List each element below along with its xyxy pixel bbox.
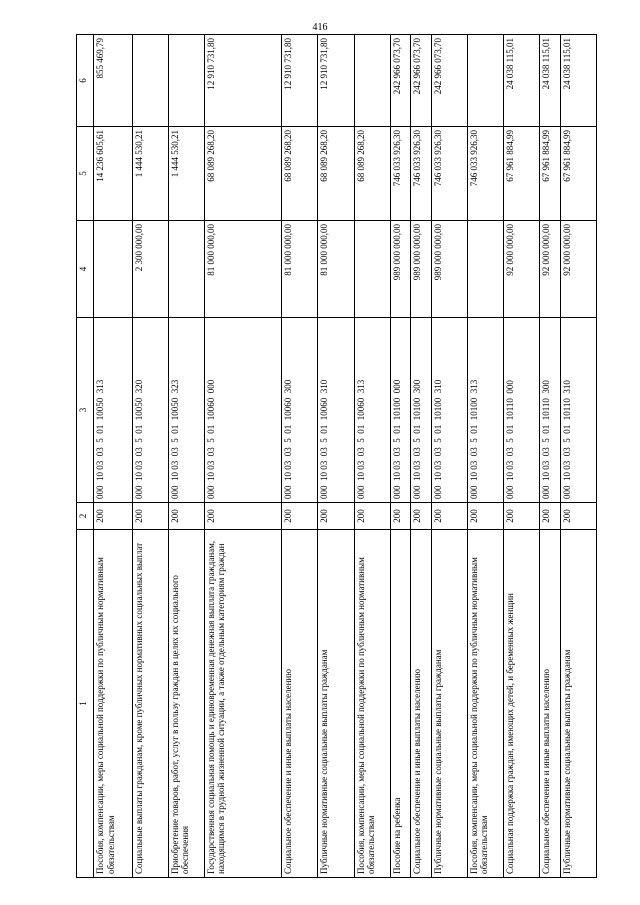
row-code-cell: 000 10 03 03 5 01 10100 300 — [411, 318, 432, 503]
row-col5-cell: 67 961 884,99 — [560, 127, 596, 221]
row-col4-cell — [168, 221, 204, 318]
table-row — [132, 35, 168, 878]
row-col4-cell — [468, 221, 504, 318]
row-code-cell: 000 10 03 03 5 01 10100 000 — [390, 318, 411, 503]
row-col2-cell: 200 — [168, 503, 204, 530]
table-row — [540, 35, 561, 878]
table-row — [94, 35, 133, 878]
row-code-cell: 000 10 03 03 5 01 10060 310 — [318, 318, 354, 503]
table-row — [318, 35, 354, 878]
table-row — [431, 35, 467, 878]
row-col2-cell: 200 — [468, 503, 504, 530]
table-row — [354, 35, 390, 878]
row-code-cell: 000 10 03 03 5 01 10100 313 — [468, 318, 504, 503]
row-col6-cell: 242 966 073,70 — [431, 35, 467, 127]
row-col4-cell: 81 000 000,00 — [282, 221, 318, 318]
row-code-cell: 000 10 03 03 5 01 10050 323 — [168, 318, 204, 503]
row-col6-cell: 24 038 115,01 — [504, 35, 540, 127]
row-col2-cell: 200 — [132, 503, 168, 530]
row-col5-cell: 746 033 926,30 — [411, 127, 432, 221]
row-name-cell: Пособие на ребенка — [390, 530, 411, 878]
row-name-cell: Пособия, компенсации, меры социальной поддержки по публичным нормативным обязательствам — [468, 530, 504, 878]
row-col5-cell: 746 033 926,30 — [431, 127, 467, 221]
row-col4-cell: 92 000 000,00 — [560, 221, 596, 318]
row-name-cell: Пособия, компенсации, меры социальной поддержки по публичным нормативным обязательствам — [354, 530, 390, 878]
table-row — [168, 35, 204, 878]
row-name-cell: Публичные нормативные социальные выплаты гражданам — [560, 530, 596, 878]
row-name-cell: Публичные нормативные социальные выплаты гражданам — [431, 530, 467, 878]
row-name-cell: Государственная социальная помощь и единовременная денежная выплата гражданам, находящимся в трудной жизненной ситуации, а также отдельным категориям граждан — [205, 530, 282, 878]
row-col2-cell: 200 — [94, 503, 133, 530]
rotated-table-wrapper — [76, 35, 597, 878]
row-name-cell: Социальные выплаты гражданам, кроме публичных нормативных социальных выплат — [132, 530, 168, 878]
table-row — [205, 35, 282, 878]
row-code-cell: 000 10 03 03 5 01 10050 313 — [94, 318, 133, 503]
row-name-cell: Социальное обеспечение и иные выплаты населению — [411, 530, 432, 878]
row-col2-cell: 200 — [390, 503, 411, 530]
row-col5-cell: 746 033 926,30 — [390, 127, 411, 221]
row-col5-cell: 67 961 884,99 — [504, 127, 540, 221]
row-col6-cell — [168, 35, 204, 127]
row-col6-cell: 855 469,79 — [94, 35, 133, 127]
row-col4-cell — [354, 221, 390, 318]
table-row — [411, 35, 432, 878]
row-col2-cell: 200 — [205, 503, 282, 530]
row-col5-cell: 67 961 884,99 — [540, 127, 561, 221]
row-code-cell: 000 10 03 03 5 01 10060 300 — [282, 318, 318, 503]
row-col6-cell — [132, 35, 168, 127]
header-cell-3: 3 — [77, 318, 94, 503]
row-col6-cell: 242 966 073,70 — [390, 35, 411, 127]
table-row — [504, 35, 540, 878]
row-col2-cell: 200 — [282, 503, 318, 530]
row-col6-cell: 12 910 731,80 — [282, 35, 318, 127]
row-code-cell: 000 10 03 03 5 01 10110 310 — [560, 318, 596, 503]
row-code-cell: 000 10 03 03 5 01 10060 313 — [354, 318, 390, 503]
row-col2-cell: 200 — [431, 503, 467, 530]
table-row — [468, 35, 504, 878]
row-col6-cell: 242 966 073,70 — [411, 35, 432, 127]
row-col2-cell: 200 — [354, 503, 390, 530]
row-col2-cell: 200 — [560, 503, 596, 530]
row-col5-cell: 68 089 268,20 — [205, 127, 282, 221]
row-col6-cell: 12 910 731,80 — [318, 35, 354, 127]
row-code-cell: 000 10 03 03 5 01 10110 300 — [540, 318, 561, 503]
table-row — [390, 35, 411, 878]
row-col6-cell — [354, 35, 390, 127]
row-name-cell: Социальная поддержка граждан, имеющих детей, и беременных женщин — [504, 530, 540, 878]
row-col2-cell: 200 — [411, 503, 432, 530]
row-col4-cell: 92 000 000,00 — [540, 221, 561, 318]
row-code-cell: 000 10 03 03 5 01 10100 310 — [431, 318, 467, 503]
row-col2-cell: 200 — [318, 503, 354, 530]
budget-table — [76, 34, 597, 878]
row-col5-cell: 14 236 605,61 — [94, 127, 133, 221]
row-col4-cell: 989 000 000,00 — [390, 221, 411, 318]
row-col4-cell: 989 000 000,00 — [431, 221, 467, 318]
row-col5-cell: 68 089 268,20 — [282, 127, 318, 221]
row-col4-cell: 81 000 000,00 — [318, 221, 354, 318]
header-row — [77, 35, 94, 878]
row-col4-cell: 81 000 000,00 — [205, 221, 282, 318]
row-name-cell: Социальное обеспечение и иные выплаты населению — [282, 530, 318, 878]
row-col5-cell: 68 089 268,20 — [318, 127, 354, 221]
row-col4-cell — [94, 221, 133, 318]
row-col5-cell: 746 033 926,30 — [468, 127, 504, 221]
row-col5-cell: 1 444 530,21 — [132, 127, 168, 221]
table-row — [560, 35, 596, 878]
header-cell-4: 4 — [77, 221, 94, 318]
row-col6-cell: 12 910 731,80 — [205, 35, 282, 127]
row-col4-cell: 989 000 000,00 — [411, 221, 432, 318]
table-row — [282, 35, 318, 878]
header-cell-6: 6 — [77, 35, 94, 127]
header-cell-5: 5 — [77, 127, 94, 221]
header-cell-2: 2 — [77, 503, 94, 530]
row-col5-cell: 1 444 530,21 — [168, 127, 204, 221]
page-number: 416 — [312, 22, 328, 33]
row-name-cell: Публичные нормативные социальные выплаты гражданам — [318, 530, 354, 878]
row-col2-cell: 200 — [504, 503, 540, 530]
row-code-cell: 000 10 03 03 5 01 10050 320 — [132, 318, 168, 503]
row-col4-cell: 2 300 000,00 — [132, 221, 168, 318]
row-name-cell: Социальное обеспечение и иные выплаты населению — [540, 530, 561, 878]
row-col4-cell: 92 000 000,00 — [504, 221, 540, 318]
row-col2-cell: 200 — [540, 503, 561, 530]
row-col6-cell — [468, 35, 504, 127]
row-col6-cell: 24 038 115,01 — [540, 35, 561, 127]
row-name-cell: Пособия, компенсации, меры социальной поддержки по публичным нормативным обязательствам — [94, 530, 133, 878]
row-col6-cell: 24 038 115,01 — [560, 35, 596, 127]
row-code-cell: 000 10 03 03 5 01 10060 000 — [205, 318, 282, 503]
row-col5-cell: 68 089 268,20 — [354, 127, 390, 221]
header-cell-1: 1 — [77, 530, 94, 878]
row-name-cell: Приобретение товаров, работ, услуг в пользу граждан в целях их социального обеспечения — [168, 530, 204, 878]
row-code-cell: 000 10 03 03 5 01 10110 000 — [504, 318, 540, 503]
